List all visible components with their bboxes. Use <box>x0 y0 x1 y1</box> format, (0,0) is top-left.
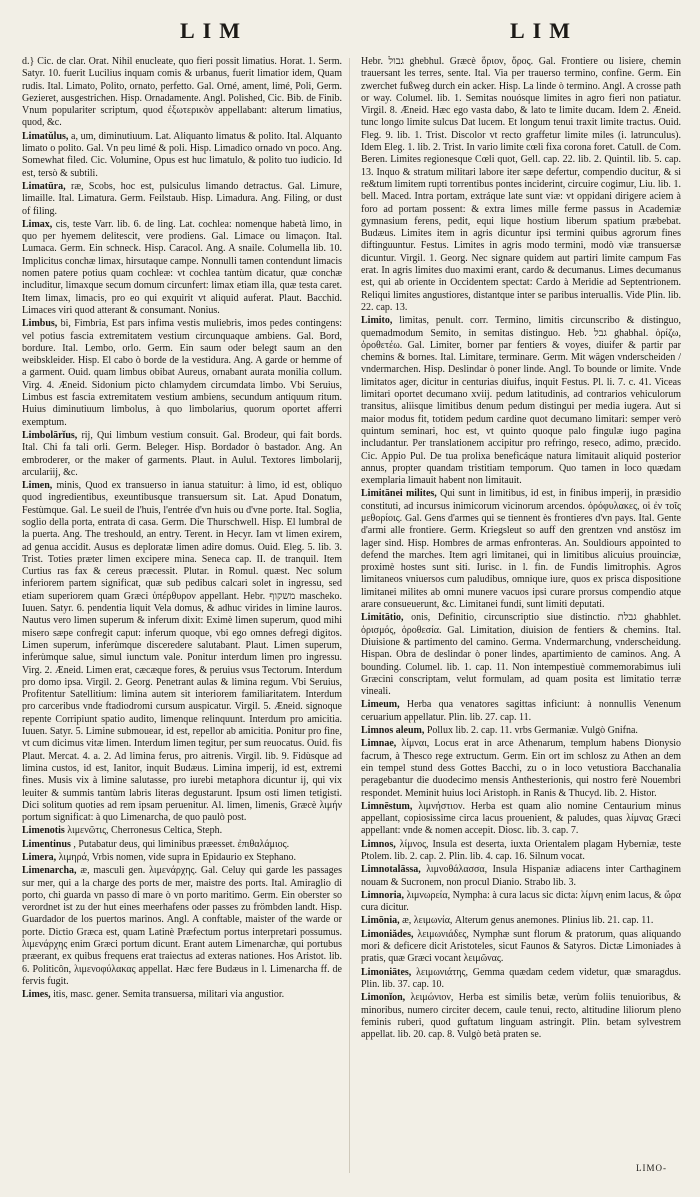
entry-text: itis, masc. gener. Semita transuersa, militari via angustior. <box>53 989 285 1001</box>
entry-text: λειμωνιάτης, Gemma quædam cedem videtur, quæ smaragdus. Plin. lib. 37. cap. 10. <box>361 966 681 990</box>
entry-headword: Limatūra, <box>22 180 66 192</box>
entry-text: λειμώνιον, Herba est similis betæ, verùm foliis tenuioribus, & minoribus, numero circiter decem, caule tenui, recto, altitudine liliorum pleno feminis ruberi, quod guftatum linguam astringit. Plin. betam sylvestrem appellat. lib. 20. cap. 8. Vulgò betà praten se. <box>361 992 681 1041</box>
entry-text: minis, Quod ex transuerso in ianua statuitur: à limo, id est, obliquo quod ingredientibus, exeuntibusque transuersum sit. Lat. Apud Donatum, Festùmque. Gal. Le sueil de l'huis, l'entrée d'vn huis ou d'vne porte. Ital. Soglia, soglio della porta, entrata di casa. Germ. Die Thurschwell. Hisp. El lumbral de la puerta. Ang. The treshould, an entry. Terent. in Hecyr. Iam vt limen exirem, ad genua accidit. Ausus es deploratæ limen adire domus. Ouid. Eleg. 5. lib. 3. Trist. Toties præter limen excipere mina. Seneca cap. II. de tranquil. Item Curtius ras fax & cereus præcessit. Plutar. in Romul. quæst. Nec solum inferiorem partem significat, quæ sub pedibus calcari solet in ingressu, sed etiam superiorem quam Græci ὑπέρθυρον appellant. Hebr. משקוף mascheko. Iuuen. Satyr. 6. pendentia liquit Vela domus, & adhuc virides in limine lauros. Nautus vero limen superum & inferum dixit: Eximè limen superum, quod mihi misero sæpe confregit caput: inferum quoque, vbi ego omnes defregi digitos. Limen superum, inferùmque disceredere salutabant. Plaut. Limen superum, inferùmque salue, simul iunctum vale. Ponitur interdum limen pro ingressu. Virg. 2. Æneid. Limen erat, cæcæque fores, & peruius vsus Tectorum. Interdum pro domo ipsa. Virgil. 2. Georg. Penetrant aulas & limina regum. Vbi Seruius, Profitentur Satellitium: limina autem sit interiorem familiaritatem. Interdum pro carceribus vnde ftadiodromi cursum auspicatur. Virgil. 5. Æneid. signoque repente Corripiunt spatio audito, limenque relinquunt. Interdum pro amicitia. Iuuen. Satyr. 5. Limine submouear, id est, repellor ab amicitia. Ponitur pro fine, vt cum dicimus vitæ limen. Interdum limen tegitur, per sum reuocatus. Ouid. fis Plaut. Mercat. 4. a. 2. Ad limina ferus, pro aitrenis. Virgil. lib. 9. Fidùsque ad limina custos, id est, Ianitor, inquit Budæus. Limina imperij, id est, extremi fines. Musis vix à limine salutasse, pro iurebi metaphora dicuntur ij, qui vix leuiter & summis tantùm labris literas degustarunt. Ipsum osti limen tetigisti. Dici solitum quoties ad rem ipsam peruenitur. Al. limen, limenis, Græcè λιμήν portum significat: à quo Limenarcha, de quo paulò post. <box>22 480 342 824</box>
entry-text: λιμνοθάλασσα, Insula Hispaniæ adiacens inter Carthaginem nouam & Sucronem, non procul Dianio. Strabo lib. 3. <box>361 864 681 888</box>
entry-headword: Limōnia, <box>361 915 400 927</box>
entry-text: a, um, diminutiuum. Lat. Aliquanto limatus & polito. Ital. Alquanto limato o polito. Gal. Vn peu limé & poli. Hisp. Limadico ornado vn poco. Ang. Somewhat filed. Cic. Volumine, Opus est huc limatulo, & polito tuo iudicio. Id est, tersò & subtili. <box>22 130 342 179</box>
entry-headword: Limito, <box>361 315 393 327</box>
entry-headword: Limbus, <box>22 318 58 330</box>
entry-text: cis, teste Varr. lib. 6. de ling. Lat. cochlea: nomenque habetà limo, in quo per hyemem delitescit, vere prodiens. Gal. Limace ou limaçon. Ital. Lumaca. Germ. Ein schneck. Hisp. Caracol. Ang. A snaile. Columella lib. 10. Implicitus conchæ limax, hirsutaque campe. Nonnulli tamen contendunt limacis nomen patere potius quam cochleæ: vt cochlea tantùm dicatur, quæ conchæ includitur, limaxque secum domum circunfert: limax etiam illa, quæ testa caret. Item limax, limacis, pro eo qui exquirit vt aliquid auferat. Plaut. Bacchid. Limaces viri quod atterant & consumant. Nonius. <box>22 218 342 316</box>
entry-text: Herba qua venatores sagittas inficiunt: à nonnullis Venenum ceruarium appellatur. Plin. lib. 27. cap. 11. <box>361 699 681 723</box>
entry-text: λειμωνιάδες, Nymphæ sunt florum & pratorum, quas aliquando mori & deficere dicit Aristoteles, sicut Faunos & Satyros. Dictæ Limoniades à pratis, quæ Græci vocant λειμῶνας. <box>361 928 681 965</box>
column-divider <box>349 58 350 1173</box>
dictionary-entry <box>361 992 681 1041</box>
entry-headword: Limnēstum, <box>361 800 413 812</box>
entry-text: Qui sunt in limitibus, id est, in finibus imperij, in præsidio constituti, ad incursus inimicorum vicinorum arcendos. ὁρόφυλακες, οἱ ἐν τοῖς μεθορίοις. Gal. Gens d'armes qui se tiennent ès frontieres d'vn pays. Ital. Gente d'armi alle frontiere. Germ. Kriegsleut so auff den grentzen vnd anstösz im lager sind. Hisp. Hombres de armas enfronteras. An. Souldiours appointed to defend the marches. Item agri limitanei, qui in limitibus alicuius prouinciæ, proximè hostes sunt siti. Iurisc. in l. fin. de Fundis limitrophis. Agros limitaneos vniuersos cum paludibus, omnique iure, quos ex prisca dispositione limitanei milites ab omni munere vacuos ipsi curare prorsus compendio atque arare consueuerunt, &c. Limitanei fundi, sunt limiti deputati. <box>361 488 681 611</box>
dictionary-entry <box>361 488 681 611</box>
dictionary-entry <box>361 725 681 737</box>
dictionary-entry <box>22 131 342 180</box>
entry-headword: Limbolārĭus, <box>22 429 78 441</box>
entry-text: λιμηρά, Vrbis nomen, vide supra in Epidaurio ex Stephano. <box>58 852 296 863</box>
dictionary-entry <box>22 56 342 130</box>
entry-headword: Limnae, <box>361 738 397 750</box>
dictionary-entry <box>22 219 342 317</box>
entry-headword: Limnoria, <box>361 889 405 901</box>
entry-text: bi, Fimbria, Est pars infima vestis muliebris, imos pedes contingens: vel potius fascia extremitatem vestium circunquaque ambiens. Gal. Bord, bordure. Ital. Lembo, orlo. Germ. Ein saum oder belegt saum an den weibskleider. Hisp. El cabo ò borde de la vestidura. Ang. A garde or hemme of a garment. Ouid. quam limbus obibat Aureus, ornabant aurata monilia collum. Virg. 4. Æneid. Sidonium picto chlamydem circumdata limbo. Vbi Seruius, Limbus est fascia extremitatem vestium ambiens, secundum antiquum ritum. Huius diminutiuum limbolus, à quo limbolarius, quorum oportet afferri exemptum. <box>22 318 342 428</box>
catchword: LIMO- <box>636 1163 667 1173</box>
dictionary-entry <box>361 915 681 927</box>
dictionary-entry <box>22 318 342 429</box>
entry-headword: Limatŭlus, <box>22 130 69 142</box>
dictionary-entry <box>22 825 342 837</box>
entry-text: limitas, penult. corr. Termino, limitis circunscribo & distinguo, quemadmodum Semito, in semitas distinguo. Heb. גבל ghabhal. ὁρίζω, ὁροθετέω. Gal. Limiter, borner par fentiers & voyes, diuifer & partir par chemins & bornes. Ital. Limitare, terminare. Germ. Mit wägen vnderscheiden / vndermarchen. Hisp. Deslindar ò poner linde. Angl. To bounde or limite. Vnde limitatos ager, dicitur in centurias diuifus, inquit Festus. Pl. li. 7. c. 41. Viceas limitari oportet decumano xviij. pedum latitudinis, ad contrarios vehiculorum transitus, aliisque limitibus denum pedum distingui per media iugera. Aut si maior modus fit, totidem pedum cardine quot decumano limitari: semper verò quintum seminari, hoc est, vt quinto quoque palo fingulæ iugo pagina includantur. Per translationem accipitur pro refringo, reseco, adimo, præcido. Cic. Appio Pul. De tua prolixa beneficáque natura limitauit aliquid posterior annus, propter quandam tristitiam temporum. Quo tamen in loco quædam exemplaria limauit habent non limitauit. <box>361 315 681 487</box>
entry-headword: Limen, <box>22 480 53 492</box>
dictionary-entry <box>361 738 681 799</box>
dictionary-entry <box>361 929 681 966</box>
entry-headword: Limoniădes, <box>361 928 414 940</box>
dictionary-entry <box>361 839 681 864</box>
dictionary-entry <box>22 865 342 988</box>
entry-headword: Limonĭon, <box>361 992 406 1004</box>
entry-text: onis, Definitio, circunscriptio siue distinctio. גבלת ghabhlet. ὁρισμός, ὁροθεσία. Gal. Limitation, diuision de fentiers & chemins. Ital. Diuisione & partimento del camino. Germa. Vndermarchung, vnderscheidung. Hispan. Obra de deslindar ò poner lindes, apartimiento de caminos. Ang. A bounding. Columel. lib. 1. cap. 11. Non intempestiuè commemorabimus iuli Græcini conscriptam, velut formulam, ad quam posita est limitatio terræ vineali. <box>361 612 681 698</box>
entry-text: rij, Qui limbum vestium consuit. Gal. Brodeur, qui fait bords. Ital. Chi fa tali orli. Germ. Beleger. Hisp. Bordador ò bastador. Ang. An embroderer, or the maker of garments. Plaut. in Aulul. Textores limbolarij, arculariij, &c. <box>22 429 342 478</box>
dictionary-entry <box>361 699 681 724</box>
entry-text: Hebr. גבול ghebhul. Græcè ὅριον, ὅρος. Gal. Frontiere ou lisiere, chemin trauersant les terres, sente. Ital. Via per trauerso termino, confine. Germ. Ein zwerchet fußweg durch ein acker. Hisp. La linde ò termino. Angl. A crosse path or way. Columel. lib. 1. Semitas nouósque limites in agro fieri non patiatur. Virgil. 8. Æneid. Hæc ego vasta dabo, & lato te limite ducam. Idem 2. Æneid. tunc longo limite sulcus Dat lucem. Et longum tenui traxit limite tractus. Ouid. Fleg. 9. lib. 1. Trist. Discolor vt recto graffetur limite miles (i. latrunculus). Idem Eleg. 1. lib. 2. Trist. In vario limite cœli fixa corona foret. Catull. de Com. Beren. Limites regionesque Cœli quot, Gell. cap. 22. lib. 2. Quintil. lib. 5. cap. 13. Inquo & stratum militari labore iter sæpe defertur, compendio ducitur, & si re&tum limitem rupti torrentibus pontes inciderint, circuire cogimur, Liu. lib. 1. bell. Maced. Intra portam, extráque late sunt viæ: vt oppidani dirigere aciem à foro ad portam possent: & extra limes mille ferme passus in Academiæ gymnasium ferens, pedit, equi lique hostium liberum spatium præbebat. Budæus. Limites item in agris dicuntur ipsi termini quibus agrorum fines diftinguuntur. Festus. Limites in agris modo termini, modò viæ transuersæ dicuntur. Virgil. 1. Georg. Nec signare quidem aut partiri limite campum Fas erat. In agris limites duo maximi erant, cardo & decumanus. Limes decumanus est, qui ab oriente in Occidentem spectat: Cardo à Meridie ad Septentrionem. Reliqui limites angustiores, distantque inter se paribus interuallis. Vide Plin. lib. 22. cap. 13. <box>361 56 681 313</box>
entry-headword: Limoniātes, <box>361 966 412 978</box>
entry-headword: Limitātio, <box>361 612 404 624</box>
entry-headword: Limentinus <box>22 838 71 850</box>
dictionary-entry <box>22 839 342 851</box>
entry-headword: Limera, <box>22 852 57 863</box>
entry-text: λίμναι, Locus erat in arce Athenarum, templum habens Dionysio facrum, à Thesco rege extructum. Germ. Ein ort im schlosz zu Athen an dem ein tempel stund dess Gottes Bacchi, zu o in loco vetustiora Bacchanalia peragebantur die duodecimo mensis Anthesterionis, qui nostro ferè Nouembri respondet. Meminit huius loci Aristoph. in Ranis & Thucyd. lib. 2. Histor. <box>361 738 681 799</box>
entry-headword: Limnotalāssa, <box>361 864 421 876</box>
entry-text: d.} Cic. de clar. Orat. Nihil enucleate, quo fieri possit limatius. Horat. 1. Serm. Satyr. 10. fuerit Lucilius inquam comis & urbanus, fuerit limatior idem, Quam rudis. Ital. Limato, Polito, ornato, perfetto. Gal. Orné, ament, limé, Poli, Germ. Gezieret, ausgestrichen. Hisp. Ornadamente. Angl. Polished, Cic. Bib. de Finib. Vnum populariter scriptum, quod ἐξωτερικὸν appellabant: alterum limatius, quod, &c. <box>22 56 342 129</box>
dictionary-entry <box>361 56 681 314</box>
right-column <box>361 56 681 1181</box>
left-running-head: LIM <box>180 18 248 43</box>
dictionary-entry <box>361 801 681 838</box>
dictionary-entry <box>22 480 342 824</box>
dictionary-entry <box>361 890 681 915</box>
entry-text: æ, λειμωνία, Alterum genus anemones. Plinius lib. 21. cap. 11. <box>402 915 654 927</box>
entry-text: λιμενῶτις, Cherronesus Celtica, Steph. <box>67 825 223 837</box>
entry-headword: Limitānei milites, <box>361 488 437 500</box>
entry-text: , Putabatur deus, qui liminibus præesset. ἐπιθαλάμιος. <box>73 838 290 850</box>
dictionary-entry <box>361 967 681 992</box>
dictionary-entry <box>361 315 681 487</box>
entry-text: λιμνήστιον. Herba est quam alio nomine Centaurium minus appellant, copiosissime circa lacus prouenient, & paludes, quas λίμνας Græci appellant: vnde & nomen accepit. Diosc. lib. 3. cap. 7. <box>361 800 681 837</box>
page-header <box>0 18 700 52</box>
entry-text: ræ, Scobs, hoc est, pulsiculus limando detractus. Gal. Limure, limaille. Ital. Limatura. Germ. Feilstaub. Hisp. Limadura. Ang. Filing, or dust of filing. <box>22 180 342 217</box>
entry-headword: Limes, <box>22 989 51 1001</box>
dictionary-entry <box>361 612 681 698</box>
entry-text: æ, masculi gen. λιμενάρχης. Gal. Celuy qui garde les passages sur mer, qui a la charge des ports de mer, maistre des ports. Ital. Amiraglio di porto, chi guarda vn passo di mare ò vn porto maritimo. Germ. Ein oberster so verordnet ist zu der hut eines meerhafens oder passes zu frömbden landt. Hisp. Guardador de los puertos marinos. Angl. A conftable, maister of the warde or porte. Dictio Græca est, quam Latinè Præfectum portus interpretari possumus. λιμενάρχης enim Græci portum dicunt. Erant autem Limenarchæ, qui portubus præerant, ex quibus frequens erat traiectus ad exteras nationes. Hos Aristot. lib. 6. Politicôn, λιμενοφύλακας appellat. Hæc fere Budæus in l. Limenarcha ff. de fervis fugit. <box>22 865 342 987</box>
entry-headword: Limax, <box>22 218 53 230</box>
entry-text: Pollux lib. 2. cap. 11. vrbs Germaniæ. Vulgò Gnifna. <box>426 725 638 737</box>
entry-headword: Limenarcha, <box>22 865 77 877</box>
entry-headword: Limnos, <box>361 838 396 850</box>
dictionary-entry <box>22 852 342 864</box>
dictionary-entry <box>22 989 342 1001</box>
entry-headword: Limnos aleum, <box>361 725 425 737</box>
right-running-head: LIM <box>510 18 578 43</box>
entry-headword: Limenotis <box>22 825 65 837</box>
entry-text: λίμνος, Insula est deserta, iuxta Orientalem plagam Hyberniæ, teste Ptolem. lib. 2. cap. 2. Plin. lib. 4. cap. 16. Silnum vocat. <box>361 838 681 862</box>
dictionary-entry <box>22 430 342 479</box>
entry-headword: Limeum, <box>361 699 400 711</box>
entry-text: λιμνωρεία, Nympha: à cura lacus sic dicta: λίμνη enim lacus, & ὤρα cura dicitur. <box>361 889 681 914</box>
left-column <box>22 56 342 1181</box>
dictionary-entry <box>361 864 681 889</box>
dictionary-entry <box>22 181 342 218</box>
